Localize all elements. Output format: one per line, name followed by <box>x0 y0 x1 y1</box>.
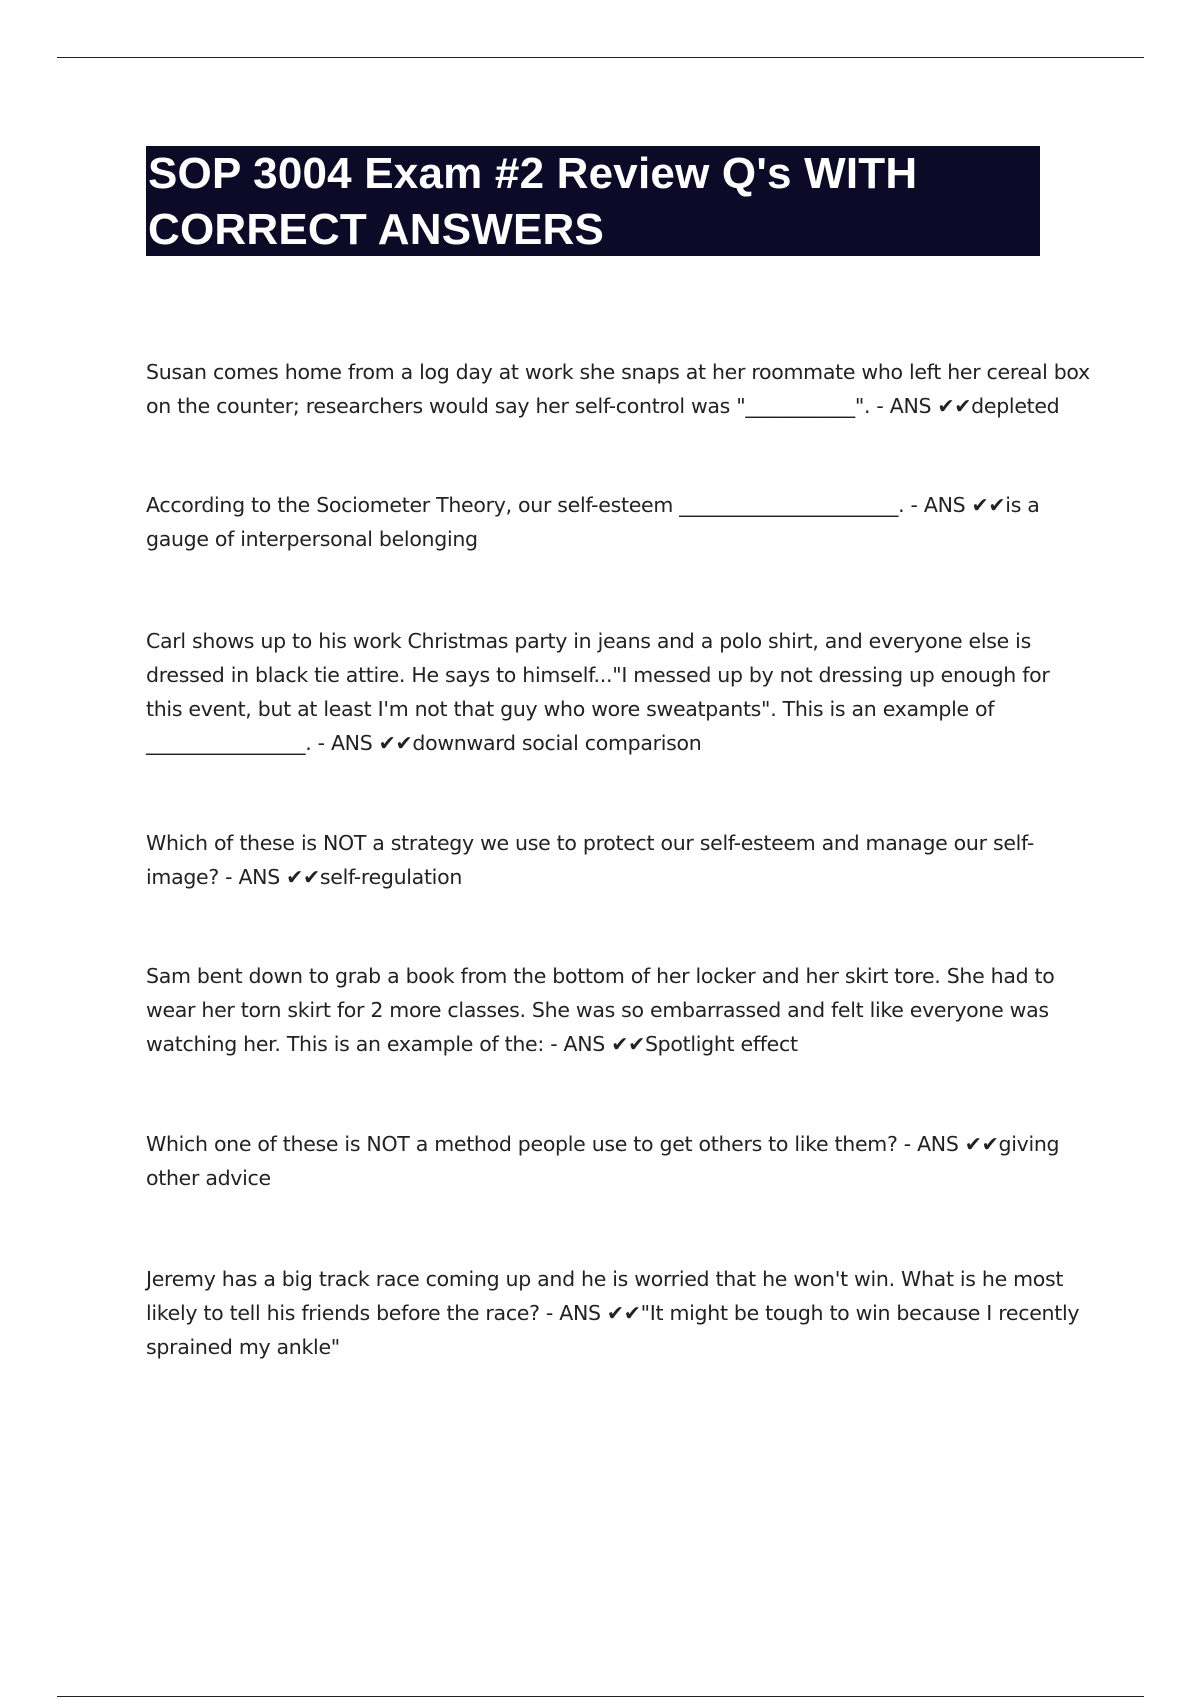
qa-item: Which one of these is NOT a method people use to get others to like them? - ANS ✔✔giving other advice <box>146 1132 1060 1190</box>
document-title: SOP 3004 Exam #2 Review Q's WITH CORRECT ANSWERS <box>148 149 918 254</box>
title-banner <box>146 146 1040 256</box>
qa-item: Jeremy has a big track race coming up and he is worried that he won't win. What is he most likely to tell his friends before the race? - ANS ✔✔"It might be tough to win because I recently sprained my ankle" <box>146 1267 1080 1359</box>
header-rule <box>57 57 1144 58</box>
qa-item: Susan comes home from a log day at work she snaps at her roommate who left her cereal box on the counter; researchers would say her self-control was "___________". - ANS ✔✔depleted <box>146 360 1090 418</box>
footer-rule <box>57 1696 1144 1697</box>
qa-item: Which of these is NOT a strategy we use to protect our self-esteem and manage our self-image? - ANS ✔✔self-regulation <box>146 831 1034 889</box>
qa-item: Carl shows up to his work Christmas party in jeans and a polo shirt, and everyone else is dressed in black tie attire. He says to himself..."I messed up by not dressing up enough for this event, but at least I'm not that guy who wore sweatpants". This is an example of ________________. - ANS ✔✔downward social comparison <box>146 629 1050 755</box>
qa-item: According to the Sociometer Theory, our self-esteem ______________________. - ANS ✔✔is a gauge of interpersonal belonging <box>146 493 1040 551</box>
qa-item: Sam bent down to grab a book from the bottom of her locker and her skirt tore. She had to wear her torn skirt for 2 more classes. She was so embarrassed and felt like everyone was watching her. This is an example of the: - ANS ✔✔Spotlight effect <box>146 964 1055 1056</box>
